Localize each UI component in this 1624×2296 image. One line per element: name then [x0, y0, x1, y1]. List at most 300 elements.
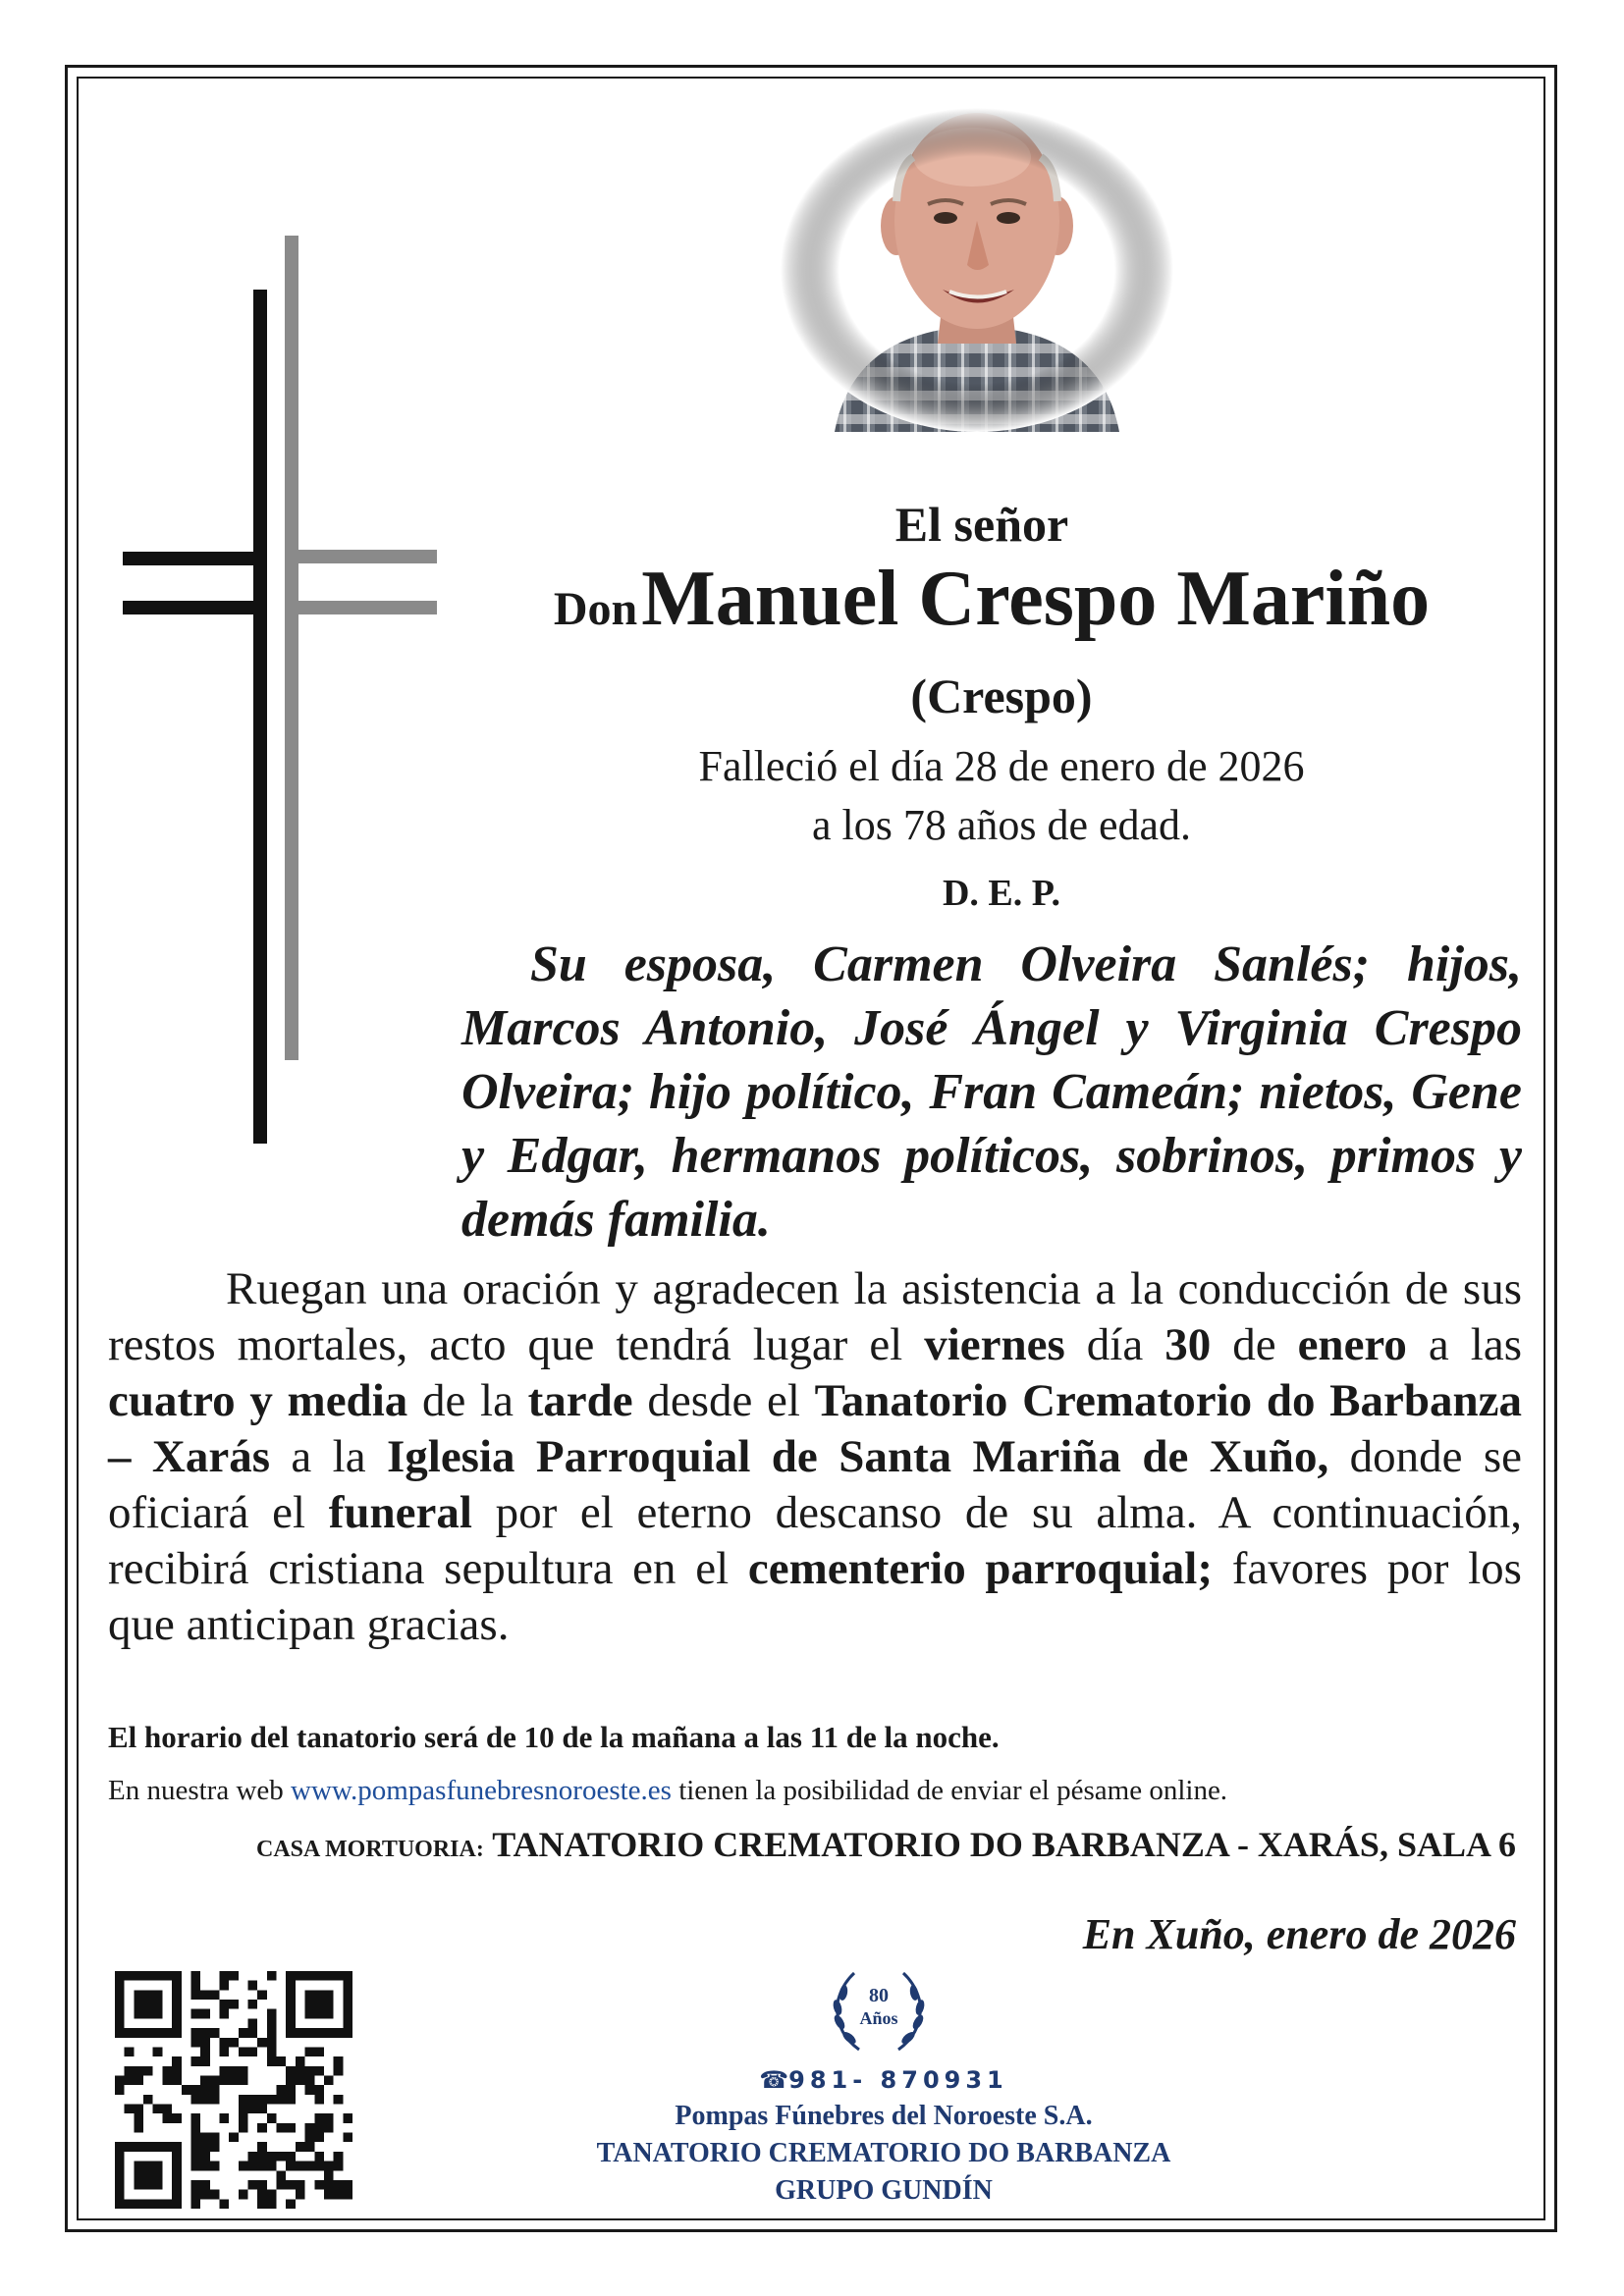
qr-module: [324, 2162, 334, 2171]
qr-module: [239, 2123, 248, 2133]
company-group: GRUPO GUNDÍN: [775, 2175, 993, 2206]
qr-module: [134, 1990, 143, 2000]
qr-module: [314, 2047, 324, 2056]
qr-module: [162, 2066, 172, 2076]
phone-icon: ☎: [759, 2066, 789, 2094]
qr-module: [296, 2075, 305, 2085]
qr-module: [314, 2066, 324, 2076]
qr-module: [219, 2075, 229, 2085]
qr-module: [219, 1971, 229, 1981]
qr-module: [239, 2113, 248, 2123]
qr-module: [239, 2190, 248, 2200]
deceased-name: Manuel Crespo Mariño: [641, 556, 1431, 642]
qr-module: [257, 2199, 267, 2209]
qr-module: [115, 2009, 125, 2019]
qr-module: [286, 2123, 296, 2133]
qr-module: [305, 2142, 315, 2152]
qr-module: [305, 1971, 315, 1981]
qr-module: [277, 2123, 287, 2133]
qr-module: [182, 2085, 191, 2095]
qr-module: [200, 2180, 210, 2190]
qr-module: [200, 2038, 210, 2048]
rip: D. E. P.: [942, 873, 1060, 914]
qr-module: [172, 2066, 182, 2076]
qr-module: [257, 2180, 267, 2190]
qr-module: [200, 2075, 210, 2085]
title-prefix: El señor: [894, 497, 1069, 552]
qr-module: [200, 1990, 210, 2000]
qr-code[interactable]: [115, 1971, 352, 2209]
qr-module: [277, 2170, 287, 2180]
qr-module: [200, 2162, 210, 2171]
qr-module: [286, 1971, 296, 1981]
qr-module: [172, 2180, 182, 2190]
qr-module: [334, 2162, 344, 2171]
qr-module: [162, 2105, 172, 2114]
qr-module: [343, 2133, 352, 2143]
company-name: Pompas Fúnebres del Noroeste S.A.: [675, 2101, 1093, 2131]
ceremony-funeral: funeral: [328, 1487, 472, 1538]
qr-module: [219, 2000, 229, 2009]
qr-module: [314, 2085, 324, 2095]
qr-module: [143, 2066, 153, 2076]
family-paragraph: [461, 933, 1522, 1252]
qr-module: [125, 2047, 135, 2056]
qr-module: [267, 2190, 277, 2200]
qr-module: [115, 1981, 125, 1991]
qr-module: [200, 2190, 210, 2200]
qr-module: [134, 2180, 143, 2190]
qr-module: [162, 2199, 172, 2209]
qr-module: [190, 2162, 200, 2171]
qr-module: [324, 2028, 334, 2038]
qr-module: [314, 1990, 324, 2000]
qr-module: [190, 2028, 200, 2038]
qr-module: [324, 1971, 334, 1981]
qr-module: [314, 2123, 324, 2133]
qr-module: [277, 2085, 287, 2095]
ceremony-text: donde se oficiará el: [108, 1431, 1523, 1538]
qr-module: [134, 2162, 143, 2171]
qr-module: [134, 2028, 143, 2038]
qr-module: [210, 2162, 220, 2171]
qr-module: [343, 1981, 352, 1991]
place-date: En Xuño, enero de 2026: [1082, 1910, 1516, 1958]
qr-module: [200, 2056, 210, 2066]
qr-module: [257, 2190, 267, 2200]
qr-module: [153, 2105, 163, 2114]
qr-module: [200, 2142, 210, 2152]
qr-module: [210, 1990, 220, 2000]
qr-module: [219, 2047, 229, 2056]
qr-module: [134, 2123, 143, 2133]
qr-module: [210, 2133, 220, 2143]
qr-module: [125, 2075, 135, 2085]
qr-module: [277, 2180, 287, 2190]
qr-module: [115, 1990, 125, 2000]
qr-module: [200, 2009, 210, 2019]
qr-module: [343, 2190, 352, 2200]
qr-module: [267, 1971, 277, 1981]
qr-module: [143, 2000, 153, 2009]
qr-module: [190, 2056, 200, 2066]
qr-module: [305, 2028, 315, 2038]
qr-module: [277, 2095, 287, 2105]
qr-module: [239, 2095, 248, 2105]
qr-module: [324, 2009, 334, 2019]
qr-module: [143, 2028, 153, 2038]
qr-module: [162, 2142, 172, 2152]
qr-module: [172, 1981, 182, 1991]
qr-module: [219, 2066, 229, 2076]
ceremony-text: favores por los que anticipan gracias.: [108, 1543, 1522, 1650]
qr-module: [286, 2018, 296, 2028]
qr-module: [115, 2180, 125, 2190]
qr-module: [257, 1990, 267, 2000]
qr-module: [134, 2000, 143, 2009]
qr-module: [172, 2113, 182, 2123]
qr-module: [115, 2162, 125, 2171]
qr-module: [248, 1981, 258, 1991]
ceremony-text: desde el: [632, 1375, 815, 1426]
qr-module: [134, 1971, 143, 1981]
qr-module: [296, 1971, 305, 1981]
qr-module: [257, 2095, 267, 2105]
website-link[interactable]: www.pompasfunebresnoroeste.es: [291, 1775, 672, 1806]
ceremony-day: viernes: [924, 1319, 1065, 1370]
qr-module: [296, 2190, 305, 2200]
qr-module: [334, 2095, 344, 2105]
qr-module: [115, 2142, 125, 2152]
qr-module: [286, 1990, 296, 2000]
qr-module: [190, 1990, 200, 2000]
qr-module: [172, 1971, 182, 1981]
funeral-home-line: [256, 1824, 1516, 1865]
ceremony-date-number: 30: [1164, 1319, 1212, 1370]
qr-module: [162, 1971, 172, 1981]
qr-module: [229, 2133, 239, 2143]
company-tanatorio: TANATORIO CREMATORIO DO BARBANZA: [596, 2138, 1171, 2168]
qr-module: [305, 2085, 315, 2095]
qr-module: [172, 2170, 182, 2180]
phone-number: 981- 870931: [788, 2066, 1008, 2094]
qr-module: [143, 2009, 153, 2019]
qr-module: [305, 2075, 315, 2085]
qr-module: [305, 2123, 315, 2133]
qr-module: [210, 2028, 220, 2038]
qr-module: [125, 1971, 135, 1981]
ceremony-time: cuatro y media: [108, 1375, 408, 1426]
qr-module: [190, 2152, 200, 2162]
qr-module: [190, 2199, 200, 2209]
qr-module: [257, 2152, 267, 2162]
qr-module: [286, 2199, 296, 2209]
qr-module: [143, 2180, 153, 2190]
qr-module: [143, 1990, 153, 2000]
qr-module: [115, 2018, 125, 2028]
qr-module: [115, 2028, 125, 2038]
qr-module: [190, 2038, 200, 2048]
qr-module: [219, 2199, 229, 2209]
qr-module: [257, 2038, 267, 2048]
qr-module: [115, 2075, 125, 2085]
qr-module: [172, 1990, 182, 2000]
qr-module: [314, 2000, 324, 2009]
qr-module: [239, 2066, 248, 2076]
qr-module: [162, 2075, 172, 2085]
qr-module: [277, 2152, 287, 2162]
qr-module: [190, 1981, 200, 1991]
qr-module: [153, 2009, 163, 2019]
qr-module: [229, 1971, 239, 1981]
qr-module: [210, 2095, 220, 2105]
qr-module: [190, 2095, 200, 2105]
qr-module: [229, 2000, 239, 2009]
qr-module: [286, 2000, 296, 2009]
qr-module: [125, 2028, 135, 2038]
ceremony-period: tarde: [527, 1375, 633, 1426]
qr-module: [143, 2142, 153, 2152]
qr-module: [286, 2180, 296, 2190]
qr-module: [286, 2095, 296, 2105]
qr-module: [134, 2113, 143, 2123]
qr-module: [314, 2009, 324, 2019]
cross-icon: [118, 236, 442, 1148]
ceremony-cemetery: cementerio parroquial;: [747, 1543, 1213, 1594]
ceremony-origin: Tanatorio Crematorio do Barbanza – Xarás: [108, 1375, 1522, 1482]
qr-module: [296, 2162, 305, 2171]
qr-module: [248, 2095, 258, 2105]
qr-module: [115, 2000, 125, 2009]
qr-module: [210, 2142, 220, 2152]
qr-module: [200, 2133, 210, 2143]
qr-module: [267, 2018, 277, 2028]
qr-module: [115, 2190, 125, 2200]
qr-module: [267, 2038, 277, 2048]
qr-module: [190, 2009, 200, 2019]
qr-module: [286, 2009, 296, 2019]
qr-module: [115, 1971, 125, 1981]
qr-module: [257, 2123, 267, 2133]
qr-module: [143, 2095, 153, 2105]
qr-module: [239, 2075, 248, 2085]
qr-module: [267, 2028, 277, 2038]
qr-module: [172, 2162, 182, 2171]
qr-module: [239, 2028, 248, 2038]
qr-module: [334, 2056, 344, 2066]
qr-module: [267, 2095, 277, 2105]
qr-module: [267, 2113, 277, 2123]
qr-module: [229, 2075, 239, 2085]
qr-module: [334, 2190, 344, 2200]
qr-module: [200, 2095, 210, 2105]
qr-module: [314, 2152, 324, 2162]
qr-module: [248, 2000, 258, 2009]
ceremony-text: de la: [407, 1375, 528, 1426]
qr-module: [200, 2152, 210, 2162]
qr-module: [153, 2170, 163, 2180]
qr-module: [305, 2047, 315, 2056]
qr-module: [324, 2180, 334, 2190]
ceremony-text: a la: [270, 1431, 387, 1482]
qr-module: [305, 2000, 315, 2009]
qr-module: [267, 2152, 277, 2162]
qr-module: [200, 2085, 210, 2095]
qr-module: [296, 2056, 305, 2066]
qr-module: [248, 2180, 258, 2190]
logo-word: Años: [859, 2008, 898, 2028]
qr-module: [172, 2190, 182, 2200]
qr-module: [248, 2105, 258, 2114]
qr-module: [153, 2180, 163, 2190]
qr-module: [172, 2075, 182, 2085]
qr-module: [267, 2056, 277, 2066]
phone-line: [687, 2066, 1080, 2094]
family-text: Su esposa, Carmen Olveira Sanlés; hijos, Marcos Antonio, José Ángel y Virginia Crespo Olveira; hijo político, Fran Cameán; nietos, Gene y Edgar, hermanos políticos, sobrinos, primos y demás familia.: [461, 936, 1522, 1248]
qr-module: [125, 2105, 135, 2114]
qr-module: [143, 2199, 153, 2209]
qr-module: [324, 2190, 334, 2200]
qr-module: [190, 1971, 200, 1981]
qr-module: [305, 2009, 315, 2019]
qr-module: [267, 2199, 277, 2209]
qr-module: [257, 2162, 267, 2171]
qr-module: [143, 1971, 153, 1981]
web-note-text: En nuestra web: [108, 1775, 292, 1806]
qr-module: [286, 2152, 296, 2162]
qr-module: [115, 2170, 125, 2180]
qr-module: [200, 2047, 210, 2056]
qr-module: [314, 2162, 324, 2171]
qr-module: [324, 2113, 334, 2123]
schedule-note: El horario del tanatorio será de 10 de la mañana a las 11 de la noche.: [108, 1720, 1000, 1754]
qr-module: [248, 2028, 258, 2038]
qr-module: [305, 2133, 315, 2143]
honorific: Don: [553, 583, 638, 635]
qr-module: [296, 2142, 305, 2152]
qr-module: [314, 2095, 324, 2105]
web-note: [108, 1775, 1522, 1807]
qr-module: [334, 2152, 344, 2162]
logo-number: 80: [869, 1985, 889, 2006]
qr-module: [305, 2162, 315, 2171]
qr-module: [305, 1990, 315, 2000]
qr-module: [296, 2028, 305, 2038]
qr-module: [314, 2180, 324, 2190]
qr-module: [134, 2075, 143, 2085]
qr-module: [277, 2056, 287, 2066]
ceremony-text: por el eterno descanso de su alma. A continuación, recibirá cristiana sepultura en el: [108, 1487, 1523, 1594]
qr-module: [134, 2199, 143, 2209]
qr-module: [143, 2162, 153, 2171]
qr-module: [134, 2066, 143, 2076]
qr-module: [210, 2075, 220, 2085]
deceased-alias: (Crespo): [910, 668, 1093, 723]
portrait-photo: [781, 108, 1173, 432]
qr-module: [343, 1990, 352, 2000]
qr-module: [125, 2142, 135, 2152]
qr-module: [200, 2028, 210, 2038]
death-date: Falleció el día 28 de enero de 2026: [698, 742, 1305, 790]
qr-module: [334, 2028, 344, 2038]
qr-module: [190, 2123, 200, 2133]
qr-module: [314, 2113, 324, 2123]
qr-module: [296, 2066, 305, 2076]
qr-module: [143, 2170, 153, 2180]
qr-module: [334, 2180, 344, 2190]
qr-module: [172, 2018, 182, 2028]
age-line: a los 78 años de edad.: [811, 801, 1192, 849]
qr-module: [267, 2009, 277, 2019]
qr-module: [190, 2133, 200, 2143]
qr-module: [162, 2113, 172, 2123]
qr-module: [219, 1981, 229, 1991]
qr-module: [172, 2009, 182, 2019]
qr-module: [324, 2000, 334, 2009]
qr-module: [324, 1990, 334, 2000]
qr-module: [153, 2047, 163, 2056]
qr-module: [334, 1971, 344, 1981]
qr-module: [125, 2066, 135, 2076]
qr-module: [153, 2000, 163, 2009]
qr-module: [153, 2028, 163, 2038]
qr-module: [190, 2113, 200, 2123]
qr-module: [257, 2105, 267, 2114]
qr-module: [314, 2028, 324, 2038]
qr-module: [257, 2142, 267, 2152]
qr-module: [153, 1990, 163, 2000]
qr-module: [286, 2066, 296, 2076]
qr-module: [190, 2180, 200, 2190]
qr-module: [296, 2180, 305, 2190]
ceremony-text: de: [1211, 1319, 1298, 1370]
qr-module: [239, 2105, 248, 2114]
qr-module: [172, 2199, 182, 2209]
qr-module: [153, 2199, 163, 2209]
qr-module: [219, 2038, 229, 2048]
qr-module: [172, 2000, 182, 2009]
ceremony-paragraph: [108, 1261, 1522, 1653]
qr-module: [134, 2170, 143, 2180]
qr-module: [334, 2066, 344, 2076]
qr-module: [219, 2113, 229, 2123]
qr-module: [324, 2123, 334, 2133]
qr-module: [305, 2066, 315, 2076]
ceremony-text: día: [1064, 1319, 1165, 1370]
qr-module: [343, 2009, 352, 2019]
qr-module: [343, 2113, 352, 2123]
qr-module: [314, 2133, 324, 2143]
qr-module: [267, 2047, 277, 2056]
web-note-text: tienen la posibilidad de enviar el pésame online.: [671, 1775, 1228, 1806]
qr-module: [229, 2038, 239, 2048]
qr-module: [219, 2009, 229, 2019]
qr-module: [248, 2162, 258, 2171]
qr-module: [125, 2199, 135, 2209]
funeral-home-value: TANATORIO CREMATORIO DO BARBANZA - XARÁS, SALA 6: [492, 1825, 1516, 1864]
qr-module: [267, 2162, 277, 2171]
qr-module: [248, 2152, 258, 2162]
qr-module: [162, 2028, 172, 2038]
qr-module: [229, 2066, 239, 2076]
qr-module: [134, 2142, 143, 2152]
qr-module: [190, 2142, 200, 2152]
qr-module: [248, 2018, 258, 2028]
qr-module: [172, 2056, 182, 2066]
qr-module: [115, 2199, 125, 2209]
ceremony-month: enero: [1297, 1319, 1407, 1370]
qr-module: [115, 2152, 125, 2162]
